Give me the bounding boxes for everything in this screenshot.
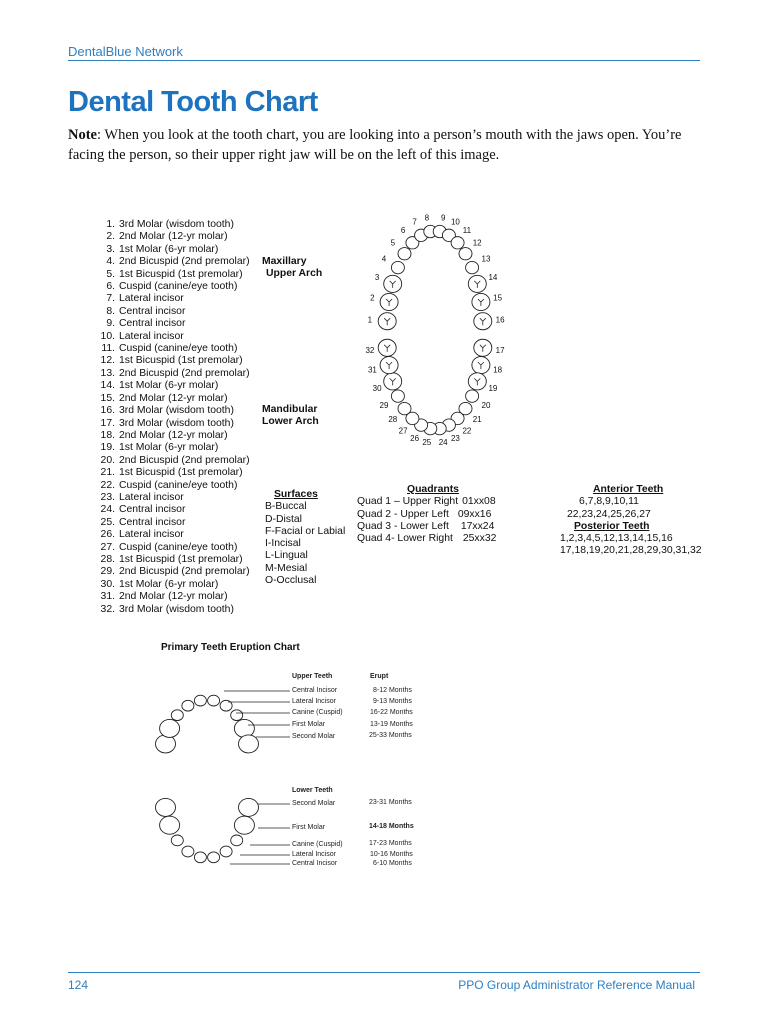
quadrant-row: Quad 2 - Upper Left 09xx16 [357,508,492,520]
tooth-number: 17 [495,345,505,355]
tooth-number: 30 [372,384,382,394]
surface-item: B-Buccal [265,501,307,513]
tooth-number: 23 [450,434,460,443]
tooth-number: 14 [488,273,498,282]
tooth-number: 16 [495,315,505,325]
upper-arch-label: Upper Arch [266,268,323,279]
list-item: 32. 3rd Molar (wisdom tooth) [100,603,234,615]
eruption-tooth: Lateral Incisor [292,698,336,705]
quadrant-row: Quad 4- Lower Right 25xx32 [357,533,497,545]
eruption-months: 6-10 Months [373,860,412,867]
eruption-months: 23-31 Months [369,799,412,806]
tooth-number: 8 [424,213,430,223]
tooth-number: 21 [472,415,482,425]
list-item: 20. 2nd Bicuspid (2nd premolar) [100,454,250,466]
tooth-number: 24 [438,437,448,447]
list-item: 6. Cuspid (canine/eye tooth) [106,281,238,293]
list-item: 5. 1st Bicuspid (1st premolar) [106,268,243,280]
surface-item: M-Mesial [265,562,308,574]
surface-item: I-Incisal [265,538,301,550]
upper-teeth-heading: Upper Teeth [292,673,333,680]
surface-item: D-Distal [265,513,302,525]
mandibular-label: Mandibular [262,404,318,415]
anterior-heading: Anterior Teeth [593,484,664,495]
page-title: Dental Tooth Chart [68,86,318,118]
tooth-number: 31 [367,365,377,375]
eruption-tooth: Central Incisor [292,687,338,694]
list-item: 27. Cuspid (canine/eye tooth) [100,541,238,553]
tooth-number: 10 [450,217,460,227]
list-item: 30. 1st Molar (6-yr molar) [100,578,219,590]
tooth-number: 25 [422,437,432,447]
surface-item: F-Facial or Labial [265,525,346,537]
lower-teeth-heading: Lower Teeth [292,787,333,794]
list-item: 15. 2nd Molar (12-yr molar) [100,392,228,404]
maxillary-label: Maxillary [262,256,307,267]
eruption-tooth: Canine (Cuspid) [292,841,343,848]
tooth-number: 7 [412,217,417,227]
footer-rule [68,972,700,973]
list-item: 22. Cuspid (canine/eye tooth) [100,479,238,491]
list-item: 28. 1st Bicuspid (1st premolar) [100,553,243,565]
tooth-number: 20 [481,400,491,410]
surface-item: L-Lingual [265,550,308,562]
lower-arch-label: Lower Arch [262,416,319,427]
network-name: DentalBlue Network [68,44,183,59]
erupt-heading: Erupt [370,673,389,680]
tooth-number: 12 [472,238,482,248]
tooth-number: 15 [493,293,503,303]
manual-title: PPO Group Administrator Reference Manual [458,978,695,992]
surfaces-heading: Surfaces [274,489,318,500]
page-number: 124 [68,978,89,992]
eruption-tooth: First Molar [292,721,326,728]
quadrant-row: Quad 3 - Lower Left 17xx24 [357,520,495,532]
list-item: 3. 1st Molar (6-yr molar) [106,243,219,255]
list-item: 1. 3rd Molar (wisdom tooth) [106,219,234,230]
tooth-number: 13 [481,254,491,264]
anterior-line: 6,7,8,9,10,11 [579,496,639,508]
eruption-months: 25-33 Months [369,732,412,739]
tooth-number: 6 [400,226,406,236]
tooth-number: 18 [493,365,503,375]
eruption-months: 16-22 Months [370,709,413,716]
tooth-number: 22 [462,426,472,436]
eruption-tooth: Second Molar [292,800,336,807]
list-item: 19. 1st Molar (6-yr molar) [100,442,219,454]
eruption-tooth: Canine (Cuspid) [292,709,343,716]
posterior-line: 17,18,19,20,21,28,29,30,31,32 [560,545,702,557]
list-item: 14. 1st Molar (6-yr molar) [100,380,219,392]
list-item: 7. Lateral incisor [106,293,184,305]
tooth-number: 4 [381,254,387,264]
tooth-number: 28 [388,415,398,425]
tooth-number: 27 [398,426,408,436]
tooth-number: 9 [440,213,446,223]
list-item: 9. Central incisor [106,318,186,330]
list-item: 29. 2nd Bicuspid (2nd premolar) [100,566,250,578]
note-lead: Note [68,127,97,143]
list-item: 8. Central incisor [106,305,186,317]
tooth-number: 19 [488,384,498,394]
list-item: 24. Central incisor [100,504,186,516]
tooth-number: 1 [367,315,373,325]
eruption-months: 9-13 Months [373,698,412,705]
posterior-heading: Posterior Teeth [574,520,650,532]
eruption-tooth: Central Incisor [292,860,338,867]
eruption-tooth: First Molar [292,824,326,831]
quadrants-heading: Quadrants [407,484,459,495]
list-item: 26. Lateral incisor [100,529,184,541]
tooth-number: 5 [390,238,396,248]
list-item: 16. 3rd Molar (wisdom tooth) [100,405,234,417]
tooth-number: 29 [379,400,389,410]
eruption-months: 8-12 Months [373,687,412,694]
eruption-months: 13-19 Months [370,721,413,728]
list-item: 12. 1st Bicuspid (1st premolar) [100,355,243,367]
tooth-number: 26 [410,434,420,443]
list-item: 31. 2nd Molar (12-yr molar) [100,591,228,603]
list-item: 4. 2nd Bicuspid (2nd premolar) [106,256,250,268]
eruption-chart-title: Primary Teeth Eruption Chart [161,642,300,653]
anterior-line: 22,23,24,25,26,27 [567,508,651,520]
eruption-tooth: Second Molar [292,733,336,740]
tooth-number: 32 [365,345,375,355]
eruption-months: 10-16 Months [370,851,413,858]
tooth-number: 3 [374,273,380,282]
list-item: 17. 3rd Molar (wisdom tooth) [100,417,234,429]
posterior-line: 1,2,3,4,5,12,13,14,15,16 [560,533,673,545]
list-item: 21. 1st Bicuspid (1st premolar) [100,467,243,479]
list-item: 11. Cuspid (canine/eye tooth) [101,343,238,355]
tooth-number: 2 [370,293,375,303]
list-item: 10. Lateral incisor [100,330,184,342]
quadrant-row: Quad 1 – Upper Right 01xx08 [357,496,496,508]
list-item: 25. Central incisor [100,516,186,528]
note-text: : When you look at the tooth chart, you are looking into a person’s mouth with the jaws open. You’re facing the person, so their upper right jaw will be on the left of this image. [68,127,682,163]
eruption-months: 17-23 Months [369,840,412,847]
list-item: 23. Lateral incisor [100,491,184,503]
list-item: 2. 2nd Molar (12-yr molar) [106,231,228,243]
eruption-months: 14-18 Months [369,823,414,830]
eruption-tooth: Lateral Incisor [292,851,336,858]
list-item: 13. 2nd Bicuspid (2nd premolar) [100,367,250,379]
tooth-number: 11 [462,226,472,236]
list-item: 18. 2nd Molar (12-yr molar) [100,429,228,441]
surface-item: O-Occlusal [265,575,317,587]
